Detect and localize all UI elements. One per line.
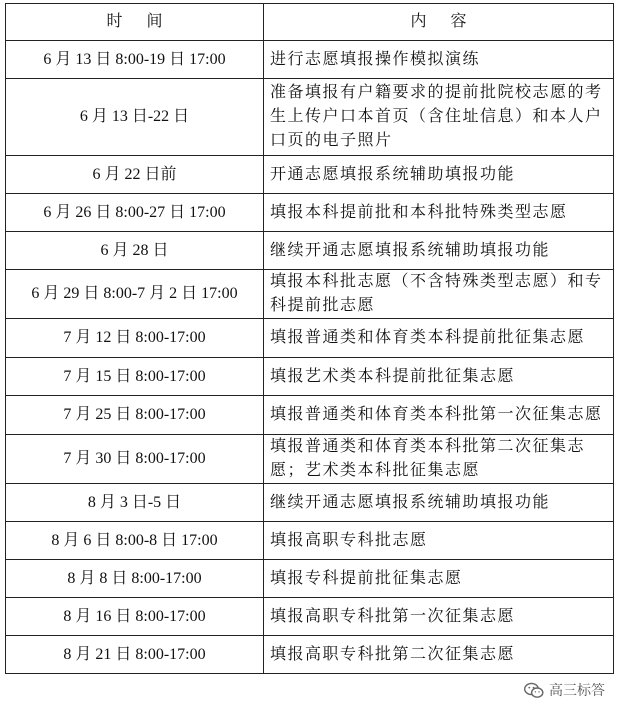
- watermark: [524, 680, 605, 700]
- table-row: [6, 79, 614, 156]
- time-cell: 6 月 13 日 8:00-19 日 17:00: [6, 41, 264, 79]
- time-cell: 6 月 26 日 8:00-27 日 17:00: [6, 194, 264, 232]
- table-body: [6, 41, 614, 674]
- content-cell: 继续开通志愿填报系统辅助填报功能: [264, 232, 614, 270]
- header-time-label: 时间: [106, 13, 187, 30]
- table-row: [6, 358, 614, 396]
- table-row: [6, 270, 614, 319]
- time-cell: 7 月 15 日 8:00-17:00: [6, 358, 264, 396]
- table-row: [6, 598, 614, 636]
- content-cell: 填报高职专科批第一次征集志愿: [264, 598, 614, 636]
- time-cell: 6 月 29 日 8:00-7 月 2 日 17:00: [6, 270, 264, 319]
- table-row: [6, 232, 614, 270]
- table-row: [6, 194, 614, 232]
- table-row: [6, 636, 614, 674]
- header-content-label: 内容: [410, 13, 491, 30]
- table-row: [6, 560, 614, 598]
- content-cell: 填报普通类和体育类本科提前批征集志愿: [264, 319, 614, 358]
- time-cell: 8 月 8 日 8:00-17:00: [6, 560, 264, 598]
- content-cell: 填报普通类和体育类本科批第二次征集志愿；艺术类本科批征集志愿: [264, 435, 614, 484]
- content-cell: 填报本科提前批和本科批特殊类型志愿: [264, 194, 614, 232]
- time-cell: 6 月 22 日前: [6, 156, 264, 194]
- content-cell: 填报专科提前批征集志愿: [264, 560, 614, 598]
- table-row: [6, 319, 614, 358]
- time-cell: 8 月 16 日 8:00-17:00: [6, 598, 264, 636]
- table-row: [6, 41, 614, 79]
- table-header-row: [6, 4, 614, 41]
- time-cell: 8 月 21 日 8:00-17:00: [6, 636, 264, 674]
- watermark-text: 高三标答: [549, 683, 605, 699]
- content-cell: 填报普通类和体育类本科批第一次征集志愿: [264, 396, 614, 435]
- content-cell: 进行志愿填报操作模拟演练: [264, 41, 614, 79]
- table-row: [6, 396, 614, 435]
- content-cell: 填报高职专科批志愿: [264, 522, 614, 560]
- time-cell: 6 月 28 日: [6, 232, 264, 270]
- time-cell: 7 月 12 日 8:00-17:00: [6, 319, 264, 358]
- time-cell: 7 月 25 日 8:00-17:00: [6, 396, 264, 435]
- schedule-table: [5, 3, 614, 674]
- table-row: [6, 484, 614, 522]
- time-cell: 7 月 30 日 8:00-17:00: [6, 435, 264, 484]
- time-cell: 6 月 13 日-22 日: [6, 79, 264, 156]
- table-row: [6, 522, 614, 560]
- content-cell: 填报高职专科批第二次征集志愿: [264, 636, 614, 674]
- content-cell: 填报艺术类本科提前批征集志愿: [264, 358, 614, 396]
- content-cell: 开通志愿填报系统辅助填报功能: [264, 156, 614, 194]
- table-row: [6, 156, 614, 194]
- content-cell: 继续开通志愿填报系统辅助填报功能: [264, 484, 614, 522]
- wechat-icon: [524, 682, 544, 699]
- header-content: [264, 4, 614, 41]
- content-cell: 准备填报有户籍要求的提前批院校志愿的考生上传户口本首页（含住址信息）和本人户口页的电子照片: [264, 79, 614, 156]
- table-row: [6, 435, 614, 484]
- time-cell: 8 月 3 日-5 日: [6, 484, 264, 522]
- content-cell: 填报本科批志愿（不含特殊类型志愿）和专科提前批志愿: [264, 270, 614, 319]
- header-time: [6, 4, 264, 41]
- time-cell: 8 月 6 日 8:00-8 日 17:00: [6, 522, 264, 560]
